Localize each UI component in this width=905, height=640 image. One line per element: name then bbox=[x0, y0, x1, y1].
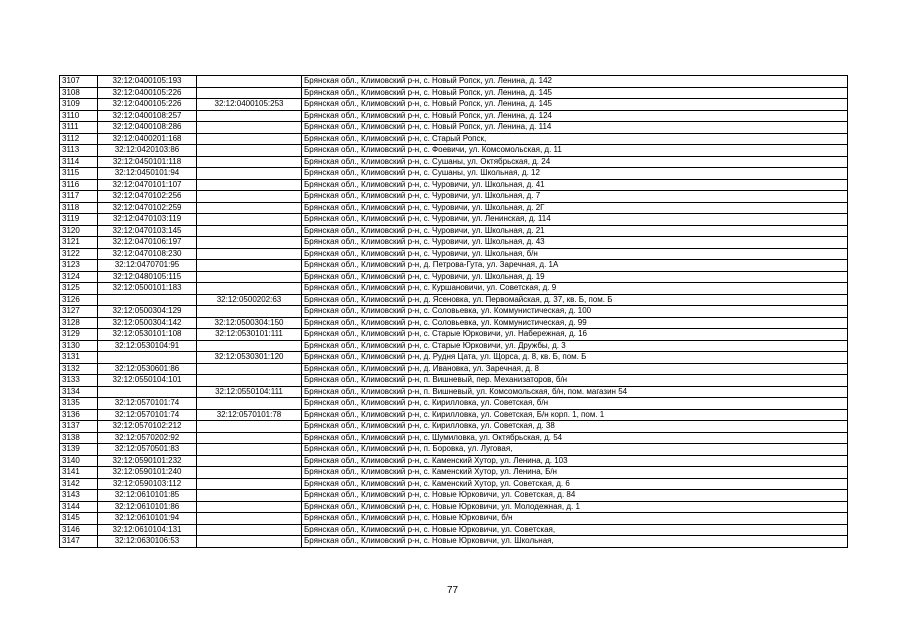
row-number: 3117 bbox=[60, 191, 98, 203]
cadastral-number-secondary bbox=[197, 444, 302, 456]
row-number: 3110 bbox=[60, 110, 98, 122]
table-row bbox=[60, 478, 848, 490]
address: Брянская обл., Климовский р-н, с. Шумиловка, ул. Октябрьская, д. 54 bbox=[302, 432, 848, 444]
address: Брянская обл., Климовский р-н, с. Соловьевка, ул. Коммунистическая, д. 99 bbox=[302, 317, 848, 329]
row-number: 3124 bbox=[60, 271, 98, 283]
cadastral-number: 32:12:0470701:95 bbox=[98, 260, 197, 272]
table-row bbox=[60, 260, 848, 272]
row-number: 3109 bbox=[60, 99, 98, 111]
address: Брянская обл., Климовский р-н, с. Новый Ропск, ул. Ленина, д. 145 bbox=[302, 87, 848, 99]
row-number: 3128 bbox=[60, 317, 98, 329]
cadastral-number-secondary: 32:12:0400105:253 bbox=[197, 99, 302, 111]
row-number: 3114 bbox=[60, 156, 98, 168]
cadastral-number bbox=[98, 294, 197, 306]
cadastral-number: 32:12:0470102:259 bbox=[98, 202, 197, 214]
table-row bbox=[60, 363, 848, 375]
cadastral-number: 32:12:0470102:256 bbox=[98, 191, 197, 203]
row-number: 3116 bbox=[60, 179, 98, 191]
cadastral-number-secondary: 32:12:0550104:111 bbox=[197, 386, 302, 398]
cadastral-number bbox=[98, 352, 197, 364]
row-number: 3142 bbox=[60, 478, 98, 490]
address: Брянская обл., Климовский р-н, с. Сушаны, ул. Октябрьская, д. 24 bbox=[302, 156, 848, 168]
address: Брянская обл., Климовский р-н, с. Новые Юрковичи, ул. Молодежная, д. 1 bbox=[302, 501, 848, 513]
row-number: 3131 bbox=[60, 352, 98, 364]
cadastral-number-secondary bbox=[197, 375, 302, 387]
cadastral-number: 32:12:0400108:286 bbox=[98, 122, 197, 134]
cadastral-number-secondary bbox=[197, 306, 302, 318]
cadastral-number-secondary bbox=[197, 432, 302, 444]
cadastral-number-secondary bbox=[197, 133, 302, 145]
row-number: 3121 bbox=[60, 237, 98, 249]
address: Брянская обл., Климовский р-н, д. Рудня Цата, ул. Щорса, д. 8, кв. Б, пом. Б bbox=[302, 352, 848, 364]
address: Брянская обл., Климовский р-н, с. Чуровичи, ул. Школьная, д. 7 bbox=[302, 191, 848, 203]
cadastral-number: 32:12:0450101:94 bbox=[98, 168, 197, 180]
row-number: 3135 bbox=[60, 398, 98, 410]
cadastral-number-secondary bbox=[197, 214, 302, 226]
cadastral-number: 32:12:0610104:131 bbox=[98, 524, 197, 536]
table-row bbox=[60, 179, 848, 191]
table-row bbox=[60, 168, 848, 180]
row-number: 3141 bbox=[60, 467, 98, 479]
table-row bbox=[60, 294, 848, 306]
address: Брянская обл., Климовский р-н, с. Новый Ропск, ул. Ленина, д. 142 bbox=[302, 76, 848, 88]
table-row bbox=[60, 398, 848, 410]
address: Брянская обл., Климовский р-н, с. Чуровичи, ул. Школьная, д. 2Г bbox=[302, 202, 848, 214]
cadastral-number-secondary bbox=[197, 467, 302, 479]
row-number: 3133 bbox=[60, 375, 98, 387]
table-row bbox=[60, 536, 848, 548]
row-number: 3123 bbox=[60, 260, 98, 272]
cadastral-number: 32:12:0470106:197 bbox=[98, 237, 197, 249]
cadastral-number-secondary bbox=[197, 191, 302, 203]
table-row bbox=[60, 76, 848, 88]
cadastral-number: 32:12:0420103:86 bbox=[98, 145, 197, 157]
address: Брянская обл., Климовский р-н, д. Ясеновка, ул. Первомайская, д. 37, кв. Б, пом. Б bbox=[302, 294, 848, 306]
address: Брянская обл., Климовский р-н, п. Вишневый, пер. Механизаторов, б/н bbox=[302, 375, 848, 387]
cadastral-number-secondary bbox=[197, 513, 302, 525]
cadastral-number: 32:12:0480105:115 bbox=[98, 271, 197, 283]
table-row bbox=[60, 501, 848, 513]
row-number: 3134 bbox=[60, 386, 98, 398]
cadastral-number: 32:12:0550104:101 bbox=[98, 375, 197, 387]
cadastral-number: 32:12:0590101:240 bbox=[98, 467, 197, 479]
cadastral-number-secondary bbox=[197, 225, 302, 237]
row-number: 3137 bbox=[60, 421, 98, 433]
cadastral-number: 32:12:0400108:257 bbox=[98, 110, 197, 122]
row-number: 3127 bbox=[60, 306, 98, 318]
address: Брянская обл., Климовский р-н, с. Старые Юрковичи, ул. Дружбы, д. 3 bbox=[302, 340, 848, 352]
cadastral-number: 32:12:0470103:145 bbox=[98, 225, 197, 237]
cadastral-number-secondary bbox=[197, 271, 302, 283]
address: Брянская обл., Климовский р-н, с. Сушаны, ул. Школьная, д. 12 bbox=[302, 168, 848, 180]
table-row bbox=[60, 421, 848, 433]
cadastral-number: 32:12:0530101:108 bbox=[98, 329, 197, 341]
row-number: 3118 bbox=[60, 202, 98, 214]
table-row bbox=[60, 444, 848, 456]
cadastral-number-secondary bbox=[197, 87, 302, 99]
address: Брянская обл., Климовский р-н, с. Чуровичи, ул. Школьная, д. 21 bbox=[302, 225, 848, 237]
cadastral-number: 32:12:0500101:183 bbox=[98, 283, 197, 295]
table-row bbox=[60, 87, 848, 99]
table-row bbox=[60, 455, 848, 467]
table-row bbox=[60, 191, 848, 203]
row-number: 3112 bbox=[60, 133, 98, 145]
cadastral-number-secondary bbox=[197, 156, 302, 168]
row-number: 3140 bbox=[60, 455, 98, 467]
cadastral-number: 32:12:0450101:118 bbox=[98, 156, 197, 168]
address: Брянская обл., Климовский р-н, с. Кирилловка, ул. Советская, б/н bbox=[302, 398, 848, 410]
cadastral-number-secondary bbox=[197, 110, 302, 122]
cadastral-number: 32:12:0590103:112 bbox=[98, 478, 197, 490]
table-row bbox=[60, 122, 848, 134]
address: Брянская обл., Климовский р-н, с. Новый Ропск, ул. Ленина, д. 145 bbox=[302, 99, 848, 111]
table-row bbox=[60, 490, 848, 502]
cadastral-number: 32:12:0610101:94 bbox=[98, 513, 197, 525]
cadastral-number-secondary bbox=[197, 398, 302, 410]
row-number: 3130 bbox=[60, 340, 98, 352]
cadastral-number: 32:12:0630106:53 bbox=[98, 536, 197, 548]
table-row bbox=[60, 145, 848, 157]
cadastral-number-secondary bbox=[197, 490, 302, 502]
address: Брянская обл., Климовский р-н, с. Новый Ропск, ул. Ленина, д. 124 bbox=[302, 110, 848, 122]
cadastral-number: 32:12:0570101:74 bbox=[98, 409, 197, 421]
cadastral-number-secondary bbox=[197, 145, 302, 157]
row-number: 3115 bbox=[60, 168, 98, 180]
table-row bbox=[60, 133, 848, 145]
property-table-body bbox=[60, 76, 848, 548]
address: Брянская обл., Климовский р-н, с. Чуровичи, ул. Школьная, д. 43 bbox=[302, 237, 848, 249]
table-row bbox=[60, 386, 848, 398]
address: Брянская обл., Климовский р-н, с. Новые Юрковичи, б/н bbox=[302, 513, 848, 525]
address: Брянская обл., Климовский р-н, с. Чуровичи, ул. Ленинская, д. 114 bbox=[302, 214, 848, 226]
address: Брянская обл., Климовский р-н, с. Соловьевка, ул. Коммунистическая, д. 100 bbox=[302, 306, 848, 318]
row-number: 3119 bbox=[60, 214, 98, 226]
table-row bbox=[60, 467, 848, 479]
address: Брянская обл., Климовский р-н, п. Вишневый, ул. Комсомольская, б/н, пом. магазин 54 bbox=[302, 386, 848, 398]
address: Брянская обл., Климовский р-н, с. Куршановичи, ул. Советская, д. 9 bbox=[302, 283, 848, 295]
address: Брянская обл., Климовский р-н, с. Чуровичи, ул. Школьная, б/н bbox=[302, 248, 848, 260]
cadastral-number-secondary bbox=[197, 168, 302, 180]
cadastral-number-secondary bbox=[197, 248, 302, 260]
cadastral-number-secondary bbox=[197, 363, 302, 375]
row-number: 3144 bbox=[60, 501, 98, 513]
address: Брянская обл., Климовский р-н, с. Новые Юрковичи, ул. Школьная, bbox=[302, 536, 848, 548]
address: Брянская обл., Климовский р-н, с. Старые Юрковичи, ул. Набережная, д. 16 bbox=[302, 329, 848, 341]
table-row bbox=[60, 329, 848, 341]
table-row bbox=[60, 225, 848, 237]
property-table bbox=[59, 75, 848, 548]
cadastral-number-secondary: 32:12:0570101:78 bbox=[197, 409, 302, 421]
row-number: 3129 bbox=[60, 329, 98, 341]
row-number: 3146 bbox=[60, 524, 98, 536]
table-row bbox=[60, 248, 848, 260]
cadastral-number: 32:12:0500304:129 bbox=[98, 306, 197, 318]
row-number: 3145 bbox=[60, 513, 98, 525]
cadastral-number-secondary bbox=[197, 524, 302, 536]
table-row bbox=[60, 409, 848, 421]
table-row bbox=[60, 99, 848, 111]
cadastral-number-secondary bbox=[197, 283, 302, 295]
cadastral-number-secondary bbox=[197, 237, 302, 249]
row-number: 3122 bbox=[60, 248, 98, 260]
cadastral-number-secondary: 32:12:0500202:63 bbox=[197, 294, 302, 306]
table-row bbox=[60, 352, 848, 364]
cadastral-number: 32:12:0400105:226 bbox=[98, 99, 197, 111]
cadastral-number-secondary: 32:12:0500304:150 bbox=[197, 317, 302, 329]
cadastral-number: 32:12:0400201:168 bbox=[98, 133, 197, 145]
address: Брянская обл., Климовский р-н, п. Боровка, ул. Луговая, bbox=[302, 444, 848, 456]
page-number: 77 bbox=[446, 585, 459, 596]
table-row bbox=[60, 317, 848, 329]
cadastral-number-secondary bbox=[197, 202, 302, 214]
cadastral-number-secondary bbox=[197, 260, 302, 272]
row-number: 3147 bbox=[60, 536, 98, 548]
row-number: 3139 bbox=[60, 444, 98, 456]
row-number: 3107 bbox=[60, 76, 98, 88]
cadastral-number-secondary bbox=[197, 76, 302, 88]
cadastral-number-secondary bbox=[197, 122, 302, 134]
table-row bbox=[60, 524, 848, 536]
cadastral-number: 32:12:0610101:85 bbox=[98, 490, 197, 502]
cadastral-number: 32:12:0400105:193 bbox=[98, 76, 197, 88]
cadastral-number: 32:12:0530601:86 bbox=[98, 363, 197, 375]
cadastral-number-secondary bbox=[197, 536, 302, 548]
cadastral-number-secondary bbox=[197, 455, 302, 467]
address: Брянская обл., Климовский р-н, с. Кирилловка, ул. Советская, Б/н корп. 1, пом. 1 bbox=[302, 409, 848, 421]
address: Брянская обл., Климовский р-н, д. Ивановка, ул. Заречная, д. 8 bbox=[302, 363, 848, 375]
cadastral-number: 32:12:0470108:230 bbox=[98, 248, 197, 260]
cadastral-number: 32:12:0470103:119 bbox=[98, 214, 197, 226]
row-number: 3113 bbox=[60, 145, 98, 157]
cadastral-number-secondary: 32:12:0530301:120 bbox=[197, 352, 302, 364]
address: Брянская обл., Климовский р-н, с. Новый Ропск, ул. Ленина, д. 114 bbox=[302, 122, 848, 134]
table-row bbox=[60, 432, 848, 444]
address: Брянская обл., Климовский р-н, с. Каменский Хутор, ул. Советская, д. 6 bbox=[302, 478, 848, 490]
table-row bbox=[60, 271, 848, 283]
cadastral-number bbox=[98, 386, 197, 398]
cadastral-number: 32:12:0570202:92 bbox=[98, 432, 197, 444]
table-row bbox=[60, 340, 848, 352]
row-number: 3126 bbox=[60, 294, 98, 306]
address: Брянская обл., Климовский р-н, с. Каменский Хутор, ул. Ленина, Б/н bbox=[302, 467, 848, 479]
cadastral-number: 32:12:0470101:107 bbox=[98, 179, 197, 191]
address: Брянская обл., Климовский р-н, с. Новые Юрковичи, ул. Советская, д. 84 bbox=[302, 490, 848, 502]
cadastral-number-secondary bbox=[197, 340, 302, 352]
table-row bbox=[60, 283, 848, 295]
table-row bbox=[60, 237, 848, 249]
address: Брянская обл., Климовский р-н, с. Каменский Хутор, ул. Ленина, д. 103 bbox=[302, 455, 848, 467]
row-number: 3132 bbox=[60, 363, 98, 375]
table-row bbox=[60, 156, 848, 168]
table-row bbox=[60, 214, 848, 226]
cadastral-number: 32:12:0570501:83 bbox=[98, 444, 197, 456]
address: Брянская обл., Климовский р-н, с. Фоевичи, ул. Комсомольская, д. 11 bbox=[302, 145, 848, 157]
row-number: 3120 bbox=[60, 225, 98, 237]
address: Брянская обл., Климовский р-н, с. Чуровичи, ул. Школьная, д. 41 bbox=[302, 179, 848, 191]
cadastral-number: 32:12:0590101:232 bbox=[98, 455, 197, 467]
cadastral-number: 32:12:0570101:74 bbox=[98, 398, 197, 410]
cadastral-number-secondary: 32:12:0530101:111 bbox=[197, 329, 302, 341]
address: Брянская обл., Климовский р-н, с. Старый Ропск, bbox=[302, 133, 848, 145]
row-number: 3125 bbox=[60, 283, 98, 295]
cadastral-number-secondary bbox=[197, 501, 302, 513]
row-number: 3138 bbox=[60, 432, 98, 444]
cadastral-number-secondary bbox=[197, 478, 302, 490]
table-row bbox=[60, 202, 848, 214]
address: Брянская обл., Климовский р-н, с. Новые Юрковичи, ул. Советская, bbox=[302, 524, 848, 536]
table-row bbox=[60, 306, 848, 318]
cadastral-number: 32:12:0530104:91 bbox=[98, 340, 197, 352]
row-number: 3108 bbox=[60, 87, 98, 99]
table-row bbox=[60, 110, 848, 122]
table-row bbox=[60, 513, 848, 525]
row-number: 3143 bbox=[60, 490, 98, 502]
address: Брянская обл., Климовский р-н, д. Петрова-Гута, ул. Заречная, д. 1А bbox=[302, 260, 848, 272]
cadastral-number-secondary bbox=[197, 421, 302, 433]
cadastral-number-secondary bbox=[197, 179, 302, 191]
cadastral-number: 32:12:0400105:226 bbox=[98, 87, 197, 99]
row-number: 3111 bbox=[60, 122, 98, 134]
cadastral-number: 32:12:0500304:142 bbox=[98, 317, 197, 329]
address: Брянская обл., Климовский р-н, с. Кирилловка, ул. Советская, д. 38 bbox=[302, 421, 848, 433]
row-number: 3136 bbox=[60, 409, 98, 421]
cadastral-number: 32:12:0610101:86 bbox=[98, 501, 197, 513]
table-row bbox=[60, 375, 848, 387]
address: Брянская обл., Климовский р-н, с. Чуровичи, ул. Школьная, д. 19 bbox=[302, 271, 848, 283]
cadastral-number: 32:12:0570102:212 bbox=[98, 421, 197, 433]
